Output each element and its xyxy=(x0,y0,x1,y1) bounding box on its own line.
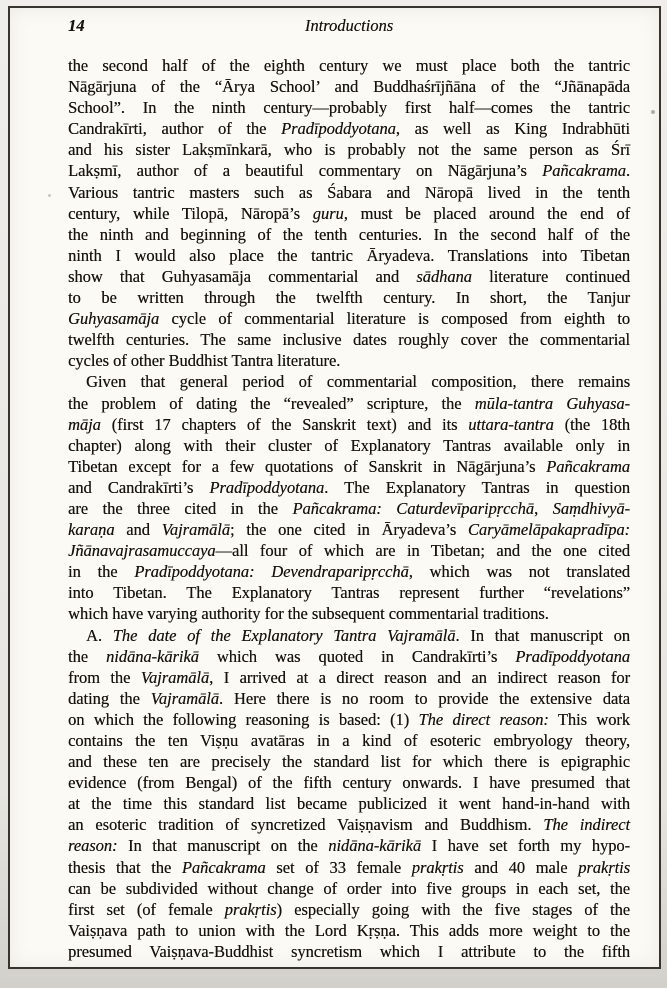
text-line: the problem of dating the “revealed” scripture, the mūla-tantra Guhyasa- xyxy=(68,393,631,413)
text-line: an esoteric tradition of syncretized Vaiṣṇavism and Buddhism. The indirect xyxy=(68,815,630,835)
scan-speck xyxy=(651,110,655,114)
text-line: can be subdivided without change of order into five groups in each set, the xyxy=(68,878,630,898)
text-line: dating the Vajramālā. Here there is no room to provide the extensive data xyxy=(68,688,630,708)
text-line: A. The date of the Explanatory Tantra Vajramālā. In that manuscript on xyxy=(86,625,630,645)
text-line: show that Guhyasamāja commentarial and sādhana literature continued xyxy=(68,266,630,286)
page-content xyxy=(68,8,630,962)
page-body xyxy=(68,55,630,962)
text-line: and his sister Lakṣmīnkarā, who is probably not the same person as Śrī xyxy=(68,140,630,160)
text-line: Jñānavajrasamuccaya—all four of which are in Tibetan; and the one cited xyxy=(68,541,630,561)
page-number: 14 xyxy=(68,16,85,35)
text-line: Lakṣmī, author of a beautiful commentary on Nāgārjuna’s Pañcakrama. xyxy=(68,161,630,181)
text-line: reason: In that manuscript on the nidāna-kārikā I have set forth my hypo- xyxy=(68,836,630,856)
text-line: School”. In the ninth century—probably first half—comes the tantric xyxy=(68,98,630,118)
text-line: Candrakīrti, author of the Pradīpoddyotana, as well as King Indrabhūti xyxy=(68,119,630,139)
page-sheet xyxy=(8,6,661,969)
text-line: chapter) along with their cluster of Explanatory Tantras available only in xyxy=(68,435,630,455)
text-line: on which the following reasoning is based: (1) The direct reason: This work xyxy=(68,709,631,729)
text-line: ninth I would also place the tantric Āryadeva. Translations into Tibetan xyxy=(68,245,630,265)
text-line: century, while Tilopā, Nāropā’s guru, must be placed around the end of xyxy=(68,203,631,223)
scan-speck xyxy=(48,194,51,197)
text-line: the second half of the eighth century we must place both the tantric xyxy=(68,56,630,75)
text-line: the nidāna-kārikā which was quoted in Candrakīrti’s Pradīpoddyotana xyxy=(68,646,630,666)
text-line: into Tibetan. The Explanatory Tantras represent further “revelations” xyxy=(68,583,630,603)
text-line: are the three cited in the Pañcakrama: Caturdevīparipṛcchā, Saṃdhivyā- xyxy=(68,498,631,518)
text-line: Various tantric masters such as Śabara and Nāropā lived in the tenth xyxy=(68,182,630,202)
text-line: Given that general period of commentarial composition, there remains xyxy=(86,372,630,392)
text-line: the ninth and beginning of the tenth centuries. In the second half of the xyxy=(68,224,630,244)
running-header: Introductions xyxy=(304,16,394,35)
text-line: and Candrakīrti’s Pradīpoddyotana. The Explanatory Tantras in question xyxy=(68,477,631,497)
text-line: presumed Vaiṣṇava-Buddhist syncretism which I attribute to the fifth xyxy=(68,941,630,961)
text-line: which have varying authority for the subsequent commentarial traditions. xyxy=(68,604,549,624)
text-line: Nāgārjuna of the “Ārya School’ and Buddhaśrījñāna of the “Jñānapāda xyxy=(68,77,630,97)
text-line: evidence (from Bengal) of the fifth century onwards. I have presumed that xyxy=(68,773,630,793)
text-line: cycles of other Buddhist Tantra literature. xyxy=(68,351,341,371)
text-line: from the Vajramālā, I arrived at a direct reason and an indirect reason for xyxy=(68,667,630,687)
text-line: Vaiṣṇava path to union with the Lord Kṛṣṇa. This adds more weight to the xyxy=(68,920,630,940)
text-line: contains the ten Viṣṇu avatāras in a kind of esoteric embryology theory, xyxy=(68,731,630,750)
text-line: Guhyasamāja cycle of commentarial literature is composed from eighth to xyxy=(68,309,630,329)
text-line: first set (of female prakṛtis) especially going with the five stages of the xyxy=(68,899,631,919)
text-line: and these ten are precisely the standard list for which there is epigraphic xyxy=(68,752,630,772)
text-line: twelfth centuries. The same inclusive dates roughly cover the commentarial xyxy=(68,330,630,350)
text-line: in the Pradīpoddyotana: Devendraparipṛcchā, which was not translated xyxy=(68,562,630,582)
text-line: thesis that the Pañcakrama set of 33 female prakṛtis and 40 male prakṛtis xyxy=(68,857,631,877)
text-line: karaṇa and Vajramālā; the one cited in Āryadeva’s Caryāmelāpakapradīpa: xyxy=(68,520,630,540)
text-line: to be written through the twelfth century. In short, the Tanjur xyxy=(68,288,630,308)
page-header xyxy=(68,16,630,38)
text-line: māja (first 17 chapters of the Sanskrit text) and its uttara-tantra (the 18th xyxy=(68,414,630,434)
text-line: at the time this standard list became publicized it went hand-in-hand with xyxy=(68,794,630,814)
text-line: Tibetan except for a few quotations of Sanskrit in Nāgārjuna’s Pañcakrama xyxy=(68,456,630,476)
